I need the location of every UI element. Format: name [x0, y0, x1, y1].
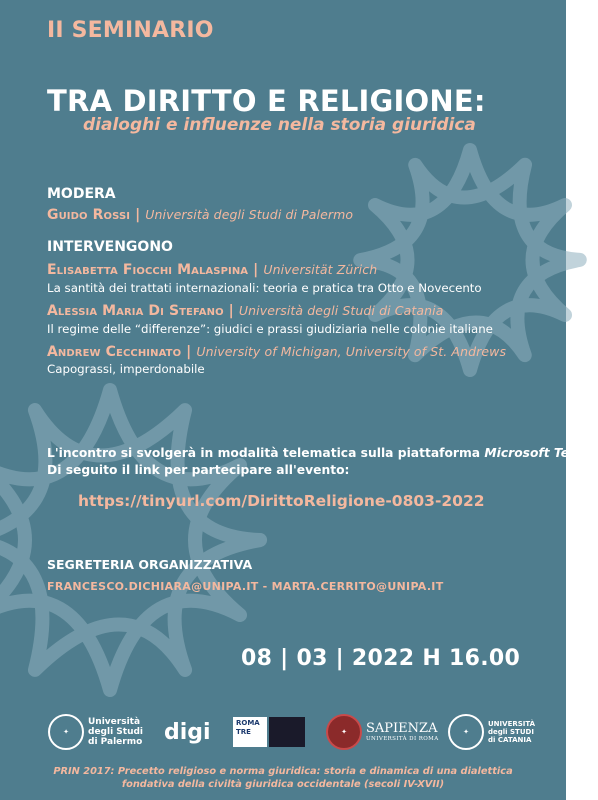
speaker-affiliation: Universität Zürich [263, 262, 378, 277]
secretariat-emails[interactable]: FRANCESCO.DICHIARA@UNIPA.IT - MARTA.CERRITO@UNIPA.IT [47, 580, 444, 593]
logo-department-block [269, 717, 305, 747]
poster-title: TRA DIRITTO E RELIGIONE: [47, 84, 486, 118]
secretariat-heading: SEGRETERIA ORGANIZZATIVA [47, 557, 253, 572]
moderator-name: Guido Rossi [47, 207, 131, 223]
speaker-talk-1: La santità dei trattati internazionali: teoria e pratica tra Otto e Novecento [47, 281, 482, 295]
info-link-intro: Di seguito il link per partecipare all'evento: [47, 463, 350, 477]
speaker-separator: | [186, 344, 192, 360]
catania-seal-icon: ✦ [448, 714, 484, 750]
moderator-separator: | [135, 207, 141, 223]
moderator-affiliation: Università degli Studi di Palermo [145, 207, 354, 222]
partner-logos [40, 708, 536, 760]
sapienza-seal-icon: ✦ [326, 714, 362, 750]
logo-catania [448, 708, 535, 756]
event-link[interactable]: https://tinyurl.com/DirittoReligione-0803-2022 [78, 492, 485, 510]
speaker-name: Elisabetta Fiocchi Malaspina [47, 262, 249, 278]
seal-icon: ✦ [48, 714, 84, 750]
logo-sapienza-sub: UNIVERSITÀ DI ROMA [366, 736, 439, 742]
moderator-line [47, 207, 353, 223]
speaker-affiliation: Università degli Studi di Catania [238, 303, 444, 318]
logo-palermo-text: Università degli Studi di Palermo [88, 717, 144, 747]
poster-subtitle: dialoghi e influenze nella storia giuridica [83, 115, 476, 135]
event-date: 08 | 03 | 2022 H 16.00 [241, 646, 521, 671]
speaker-separator: | [228, 303, 234, 319]
logo-catania-text: UNIVERSITÀ degli STUDI di CATANIA [488, 720, 536, 744]
logo-romatre [233, 708, 305, 756]
speaker-line-1 [47, 262, 377, 278]
speaker-line-2 [47, 303, 443, 319]
logo-digi-text: digi [164, 719, 211, 745]
footer-line-2: fondativa della civiltà giuridica occidentale (secoli IV-XVII) [121, 779, 445, 790]
info-platform-line [47, 446, 598, 460]
logo-palermo [48, 708, 143, 756]
info-platform-name: Microsoft Teams [484, 446, 598, 460]
logo-sapienza-name: SAPIENZA [366, 721, 438, 736]
speakers-heading: INTERVENGONO [47, 239, 173, 255]
logo-digi [164, 708, 211, 756]
speaker-name: Andrew Cecchinato [47, 344, 182, 360]
info-platform-text: L'incontro si svolgerà in modalità telematica sulla piattaforma [47, 446, 485, 460]
speaker-talk-3: Capograssi, imperdonabile [47, 362, 205, 376]
speaker-talk-2: Il regime delle “differenze”: giudici e prassi giudiziaria nelle colonie italiane [47, 322, 493, 336]
logo-sapienza [326, 708, 439, 756]
moderator-heading: MODERA [47, 186, 116, 202]
footer-line-1: PRIN 2017: Precetto religioso e norma giuridica: storia e dinamica di una dialettica [53, 766, 513, 777]
speaker-line-3 [47, 344, 506, 360]
logo-romatre-text: ROMA TRE [233, 717, 267, 747]
logo-sapienza-wordmark [366, 722, 439, 742]
speaker-name: Alessia Maria Di Stefano [47, 303, 224, 319]
seminar-number: II SEMINARIO [47, 18, 214, 43]
speaker-affiliation: University of Michigan, University of St. Andrews [196, 344, 507, 359]
speaker-separator: | [253, 262, 259, 278]
